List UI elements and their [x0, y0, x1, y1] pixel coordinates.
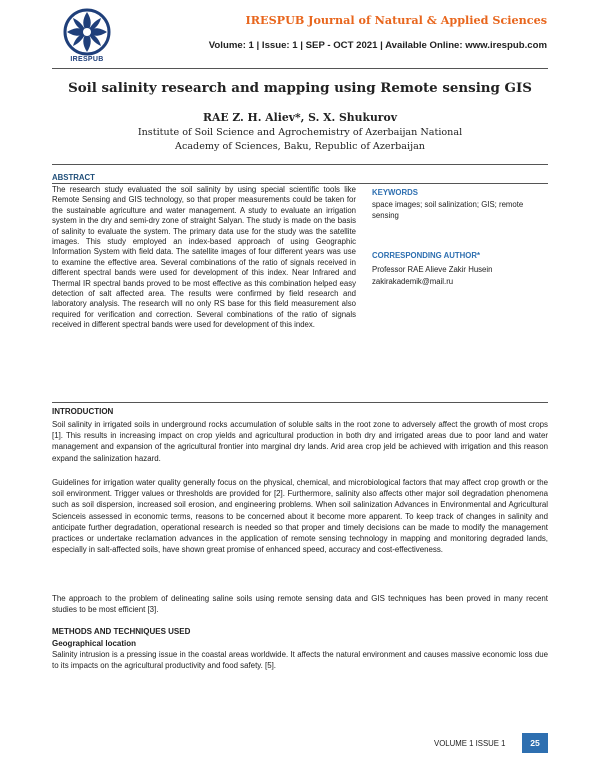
page-number: 25	[522, 733, 548, 753]
footer-volume-label: VOLUME 1 ISSUE 1	[434, 739, 506, 748]
corresponding-author-email[interactable]: zakirakademik@mail.ru	[372, 277, 454, 286]
keywords-heading: KEYWORDS	[372, 188, 418, 197]
logo-wordmark: IRESPUB	[70, 56, 104, 63]
corresponding-author-name: Professor RAE Alieve Zakir Husein	[372, 265, 493, 274]
introduction-heading: INTRODUCTION	[52, 407, 114, 416]
affiliation-line-2: Academy of Sciences, Baku, Republic of Azerbaijan	[175, 141, 425, 152]
abstract-divider	[52, 183, 548, 184]
intro-paragraph-1: Soil salinity in irrigated soils in underground rocks accumulation of soluble salts in the root zone to adversely affect the growth of most crops [1]. This results in increasing impact on crop yields and agricultural production in both dry and irrigated areas due to poor land and water management and expansion of the agricultural frontier into marginal dry lands. Arid area crop jeld be achieved with irrigation and this reason expand the salinization hazard.	[52, 420, 548, 463]
methods-heading: METHODS AND TECHNIQUES USED	[52, 627, 191, 636]
methods-subheading: Geographical location	[52, 639, 137, 648]
article-authors: RAE Z. H. Aliev*, S. X. Shukurov	[203, 111, 397, 124]
title-divider	[52, 164, 548, 165]
article-title: Soil salinity research and mapping using Remote sensing GIS	[68, 80, 532, 96]
irespub-logo-icon	[56, 6, 118, 62]
header-divider	[52, 68, 548, 69]
intro-paragraph-2: Guidelines for irrigation water quality generally focus on the physical, chemical, and microbiological factors that may affect crop growth or the soil environment. Trigger values or thresholds are provided for [2]. Furthermore, salinity also affects other major soil degradation phenomena such as soil dispersion, increased soil erosion, and engineering problems. When soil salinization Advances in Environmental and Agricultural Scienceis assessed in economic terms, reasons to be concerned about it become more apparent. To keep track of changes in salinity and anticipate further degradation, operational research is needed so that proper and timely decisions can be made to modify the management practices or undertake reclamation advances in the application of remote sensing technology in mapping and monitoring degraded lands, especially in salt-affected soils, have shown great promise of enhanced speed, accuracy and cost-effectiveness.	[52, 478, 548, 555]
corresponding-author-heading: CORRESPONDING AUTHOR*	[372, 251, 481, 260]
methods-paragraph: Salinity intrusion is a pressing issue in the coastal areas worldwide. It affects the natural environment and causes massive economic loss due to its impacts on the agricultural productivity and food safety. [5].	[52, 650, 548, 671]
abstract-heading: ABSTRACT	[52, 173, 95, 182]
affiliation-line-1: Institute of Soil Science and Agrochemistry of Azerbaijan National	[137, 127, 463, 138]
keywords-text: space images; soil salinization; GIS; remote sensing	[372, 200, 524, 221]
journal-name: IRESPUB Journal of Natural & Applied Sciences	[245, 13, 547, 27]
intro-paragraph-3: The approach to the problem of delineating saline soils using remote sensing data and GIS techniques has been proved in many recent studies to be most efficient [3].	[52, 594, 548, 615]
volume-info: Volume: 1 | Issue: 1 | SEP - OCT 2021 | Available Online: www.irespub.com	[208, 40, 547, 51]
abstract-text: The research study evaluated the soil salinity by using special scientific tools like Remote Sensing and GIS technology, so that proper measurements could be taken for the sustainable agriculture and water management. A study to evaluate an irrigation system in the dry and semi-dry zone of straight Salyan. The study is made on the basis of salinity to evaluate the system. The primary data use for the study was the satellite images. This study employed an index-based approach of using Geographic Information System with field data. The satellite images of four different years was use to examine the effective area. Several combinations of the ratio of signals received in different spectral bands were used for development of this index. Near Infrared and Thermal IR spectral bands proved to be most effective as this combination helped easy detection of salt affected area. The results were confirmed by field research and laboratory analysis. The research will no only RS base for this field measurement also required for verification and correction. Several combinations of the ratio of signals received in different spectral bands were used for development of this index.	[52, 185, 356, 330]
abstract-bottom-divider	[52, 402, 548, 403]
